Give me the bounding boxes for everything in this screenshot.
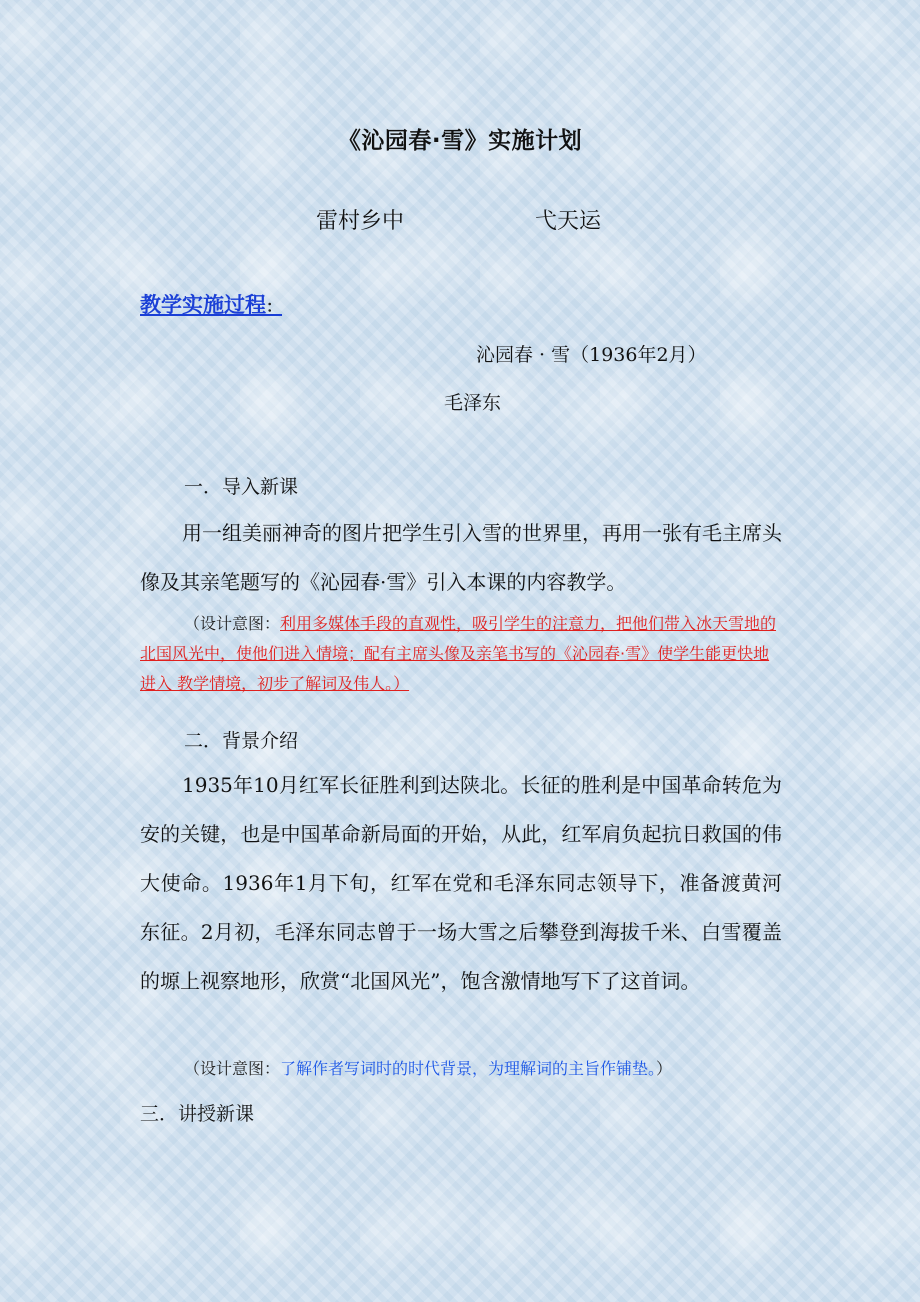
poem-author: 毛泽东: [444, 392, 502, 414]
part1-note-text: 利用多媒体手段的直观性，吸引学生的注意力，把他们带入冰天雪地的北国风光中，使他们进入情境；配有主席头像及亲笔书写的《沁园春·雪》使学生能更快地进入 教学情境，初步了解词及伟人。）: [140, 614, 777, 693]
part3-heading: 三．讲授新课: [140, 1103, 255, 1125]
part1-body: 用一组美丽神奇的图片把学生引入雪的世界里，再用一张有毛主席头像及其亲笔题写的《沁园春·雪》引入本课的内容教学。: [140, 521, 782, 594]
document-title: 《沁园春·雪》实施计划: [337, 128, 583, 154]
part2-body: 1935年10月红军长征胜利到达陕北。长征的胜利是中国革命转危为安的关键，也是中国革命新局面的开始，从此，红军肩负起抗日救国的伟大使命。1936年1月下旬，红军在党和毛泽东同志领导下，准备渡黄河东征。2月初，毛泽东同志曾于一场大雪之后攀登到海拔千米、白雪覆盖的塬上视察地形，欣赏“北国风光”，饱含激情地写下了这首词。: [140, 773, 782, 993]
poem-title: 沁园春 · 雪（1936年2月）: [476, 344, 707, 366]
part1-note-prefix: （设计意图：: [184, 614, 281, 633]
part2-design-note: [140, 1054, 782, 1084]
section-heading-colon: ：: [266, 297, 283, 316]
part2-note-text: 了解作者写词时的时代背景，为理解词的主旨作铺垫。: [280, 1059, 657, 1078]
part1-design-note: [140, 609, 782, 699]
part2-heading: 二．背景介绍: [184, 730, 299, 752]
part2-note-suffix: ）: [656, 1059, 673, 1078]
section-heading: [140, 289, 282, 319]
part1-heading: 一．导入新课: [184, 476, 299, 498]
author-name: 弋天运: [535, 209, 602, 234]
author-school: 雷村乡中: [316, 209, 405, 234]
part2-note-prefix: （设计意图：: [184, 1059, 281, 1078]
section-heading-text: 教学实施过程: [140, 293, 266, 317]
